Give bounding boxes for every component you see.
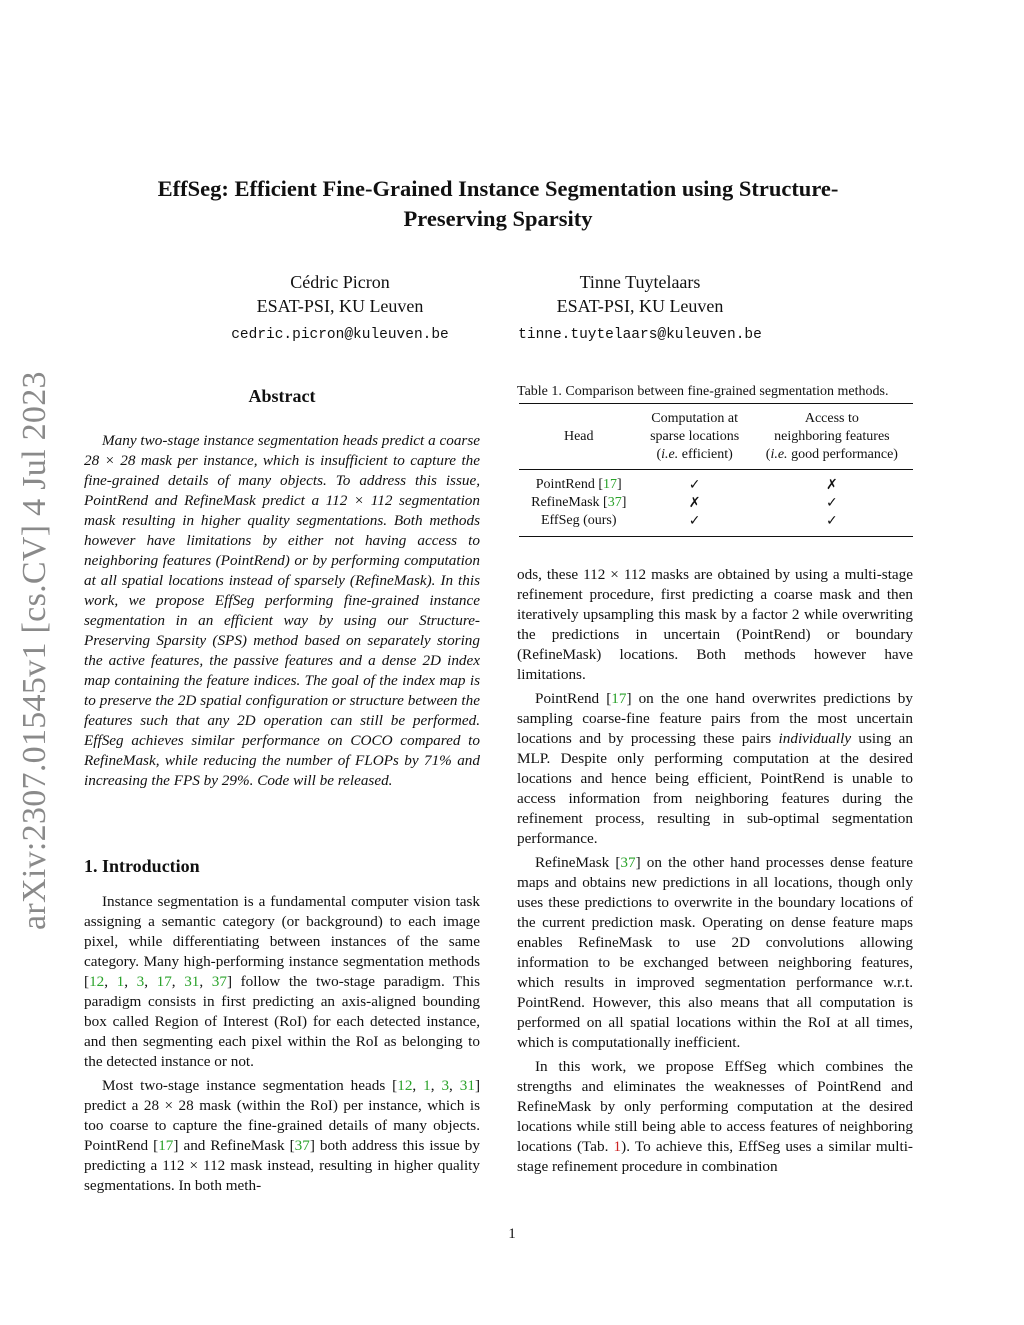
citation-link[interactable]: 3 — [441, 1077, 450, 1094]
citation-link[interactable]: 37 — [294, 1137, 310, 1154]
header-line: i.e. — [770, 447, 788, 462]
page-number: 1 — [508, 1226, 516, 1242]
text-run: In this work, we propose EffSeg which combines the strengths and eliminates the weaknesses of PointRend and RefineMask by only performing computation at the desired locations while still being able to access features of neighboring locations (Tab. — [517, 1058, 913, 1155]
text-run: ] predict a 28 × 28 mask (within the RoI) per instance, which is too coarse to capture the fine-grained details of many objects. PointRend [ — [84, 1077, 481, 1154]
method-name: RefineMask [ — [531, 495, 608, 510]
introduction-heading: 1. Introduction — [84, 856, 200, 876]
right-column-body — [517, 565, 913, 1181]
text-run: , — [124, 973, 137, 990]
table-row — [519, 470, 913, 495]
text-run: RefineMask [ — [535, 854, 621, 871]
header-line: efficient) — [678, 447, 733, 462]
cell-computation: ✓ — [688, 477, 701, 493]
citation-link[interactable]: 37 — [211, 973, 227, 990]
cell-access: ✓ — [751, 512, 913, 537]
text-run: Instance segmentation is a fundamental computer vision task assigning a semantic category (or background) to each image pixel, while differentiating between instances of the same category. Many high-performing instance segmentation methods [ — [84, 893, 480, 990]
right-paragraph-2 — [517, 689, 913, 849]
cell-access: ✓ — [826, 495, 838, 511]
text-run: , — [144, 973, 157, 990]
table-row — [519, 494, 913, 512]
text-run: PointRend [ — [535, 690, 612, 707]
comparison-table — [519, 403, 913, 537]
author-email[interactable]: cedric.picron@kuleuven.be — [231, 327, 449, 343]
emphasis: individually — [778, 730, 852, 747]
text-run: , — [449, 1077, 460, 1094]
cell-access: ✗ — [826, 477, 838, 493]
citation-link[interactable]: 37 — [620, 854, 636, 871]
author-email[interactable]: tinne.tuytelaars@kuleuven.be — [518, 327, 762, 343]
introduction-body — [84, 892, 480, 1200]
text-run: ] on the other hand processes dense feature maps and obtains new predictions in all locations, though only uses these predictions to overwrite in the boundary locations of the current prediction mask. Operating on dense feature maps enables RefineMask to use 2D convolutions allowing information to be exchanged between neighboring features, which results in improved segmentation performance w.r.t. PointRend. However, this also means that all computation is performed on all spatial locations within the RoI at all times, which is computationally inefficient. — [517, 854, 913, 1051]
author-name: Tinne Tuytelaars — [579, 272, 701, 292]
right-paragraph-4 — [517, 1057, 913, 1177]
citation-link[interactable]: 12 — [89, 973, 105, 990]
method-name: PointRend [ — [535, 477, 604, 492]
arxiv-identifier: arXiv:2307.01545v1 [cs.CV] 4 Jul 2023 — [16, 371, 53, 930]
paper-title: EffSeg: Efficient Fine-Grained Instance Segmentation using Structure-Preserving Sparsity — [157, 176, 839, 231]
header-line: i.e. — [661, 447, 679, 462]
citation-link[interactable]: 3 — [136, 973, 145, 990]
cell-computation: ✗ — [688, 495, 701, 511]
right-paragraph-1: ods, these 112 × 112 masks are obtained by using a multi-stage refinement procedure, first predicting a coarse mask and then iteratively upsampling this mask by a factor 2 while overwriting the predictions in uncertain (PointRend) or boundary (RefineMask) locations. Both methods however have limitations. — [517, 566, 913, 683]
header-line: Computation at — [651, 411, 738, 426]
citation-link[interactable]: 17 — [603, 477, 618, 492]
header-access: Access to neighboring features (i.e. good performance) — [751, 404, 913, 470]
citation-link[interactable]: 1 — [116, 973, 125, 990]
text-run: , — [199, 973, 212, 990]
citation-link[interactable]: 31 — [184, 973, 200, 990]
cell-head: RefineMask [37] — [531, 495, 627, 510]
header-computation: Computation at sparse locations (i.e. efficient) — [638, 404, 750, 470]
table-reference-link[interactable]: 1 — [613, 1138, 622, 1155]
intro-paragraph-2 — [84, 1076, 480, 1196]
header-head: Head — [519, 404, 638, 470]
abstract-heading: Abstract — [248, 386, 316, 406]
text-run: ] on the one hand overwrites predictions by sampling coarse-fine feature pairs from the most uncertain locations and by processing these pairs — [517, 690, 913, 747]
table-row — [519, 512, 913, 537]
text-run: , — [412, 1077, 424, 1094]
header-line: Access to — [804, 411, 859, 426]
citation-link[interactable]: 17 — [158, 1137, 174, 1154]
header-line: good performance) — [787, 447, 898, 462]
citation-link[interactable]: 17 — [611, 690, 627, 707]
text-run: , — [104, 973, 117, 990]
text-run: ] both address this issue by predicting a 112 × 112 mask instead, resulting in higher quality segmentations. In both meth- — [84, 1137, 480, 1194]
table-caption: Table 1. Comparison between fine-grained segmentation methods. — [517, 384, 889, 399]
intro-paragraph-1 — [84, 892, 480, 1072]
citation-link[interactable]: 12 — [397, 1077, 413, 1094]
text-run: Most two-stage instance segmentation heads [ — [102, 1077, 398, 1094]
citation-link[interactable]: 17 — [156, 973, 172, 990]
header-line: sparse locations — [650, 429, 740, 444]
header-line: neighboring features — [774, 429, 890, 444]
author-block-1 — [210, 270, 470, 347]
citation-link[interactable]: 37 — [607, 495, 622, 510]
cell-head: EffSeg (ours) — [519, 512, 638, 537]
abstract-body — [84, 431, 480, 791]
cell-head: PointRend [17] — [535, 477, 622, 492]
text-run: ] follow the two-stage paradigm. This paradigm consists in first predicting an axis-aligned bounding box called Region of Interest (RoI) for each detected instance, and then segmenting each pixel within the RoI as belonging to the detected instance or not. — [84, 973, 481, 1070]
text-run: ] and RefineMask [ — [173, 1137, 295, 1154]
table-header-row — [519, 404, 913, 470]
abstract-text: Many two-stage instance segmentation heads predict a coarse 28 × 28 mask per instance, which is insufficient to capture the fine-grained details of many objects. To address this issue, PointRend and RefineMask predict a 112 × 112 segmentation mask resulting in higher quality segmentations. Both methods however have limitations by either not having access to neighboring features (PointRend) or by performing computation at all spatial locations instead of sparsely (RefineMask). In this work, we propose EffSeg performing fine-grained instance segmentation in an efficient way by using our Structure-Preserving Sparsity (SPS) method based on separately storing the active features, the passive features and a dense 2D index map containing the feature indices. The goal of the index map is to preserve the 2D spatial configuration or structure between the features such that any 2D operation can still be performed. EffSeg achieves similar performance on COCO compared to RefineMask, while reducing the number of FLOPs by 71% and increasing the FPS by 29%. Code will be released. — [84, 432, 480, 789]
text-run: ). To achieve this, EffSeg uses a similar multi-stage refinement procedure in combination — [517, 1138, 913, 1175]
citation-link[interactable]: 1 — [423, 1077, 431, 1094]
citation-link[interactable]: 31 — [459, 1077, 475, 1094]
text-run: , — [430, 1077, 442, 1094]
cell-computation: ✓ — [638, 512, 750, 537]
author-block-2 — [500, 270, 780, 347]
right-paragraph-3 — [517, 853, 913, 1053]
author-affiliation: ESAT-PSI, KU Leuven — [256, 296, 424, 316]
text-run: , — [171, 973, 185, 990]
text-run: using an MLP. Despite only performing computation at the desired locations and hence being efficient, PointRend is unable to access information from neighboring features during the refinement process, resulting in sub-optimal segmentation performance. — [517, 730, 913, 847]
author-affiliation: ESAT-PSI, KU Leuven — [556, 296, 724, 316]
author-name: Cédric Picron — [290, 272, 390, 292]
